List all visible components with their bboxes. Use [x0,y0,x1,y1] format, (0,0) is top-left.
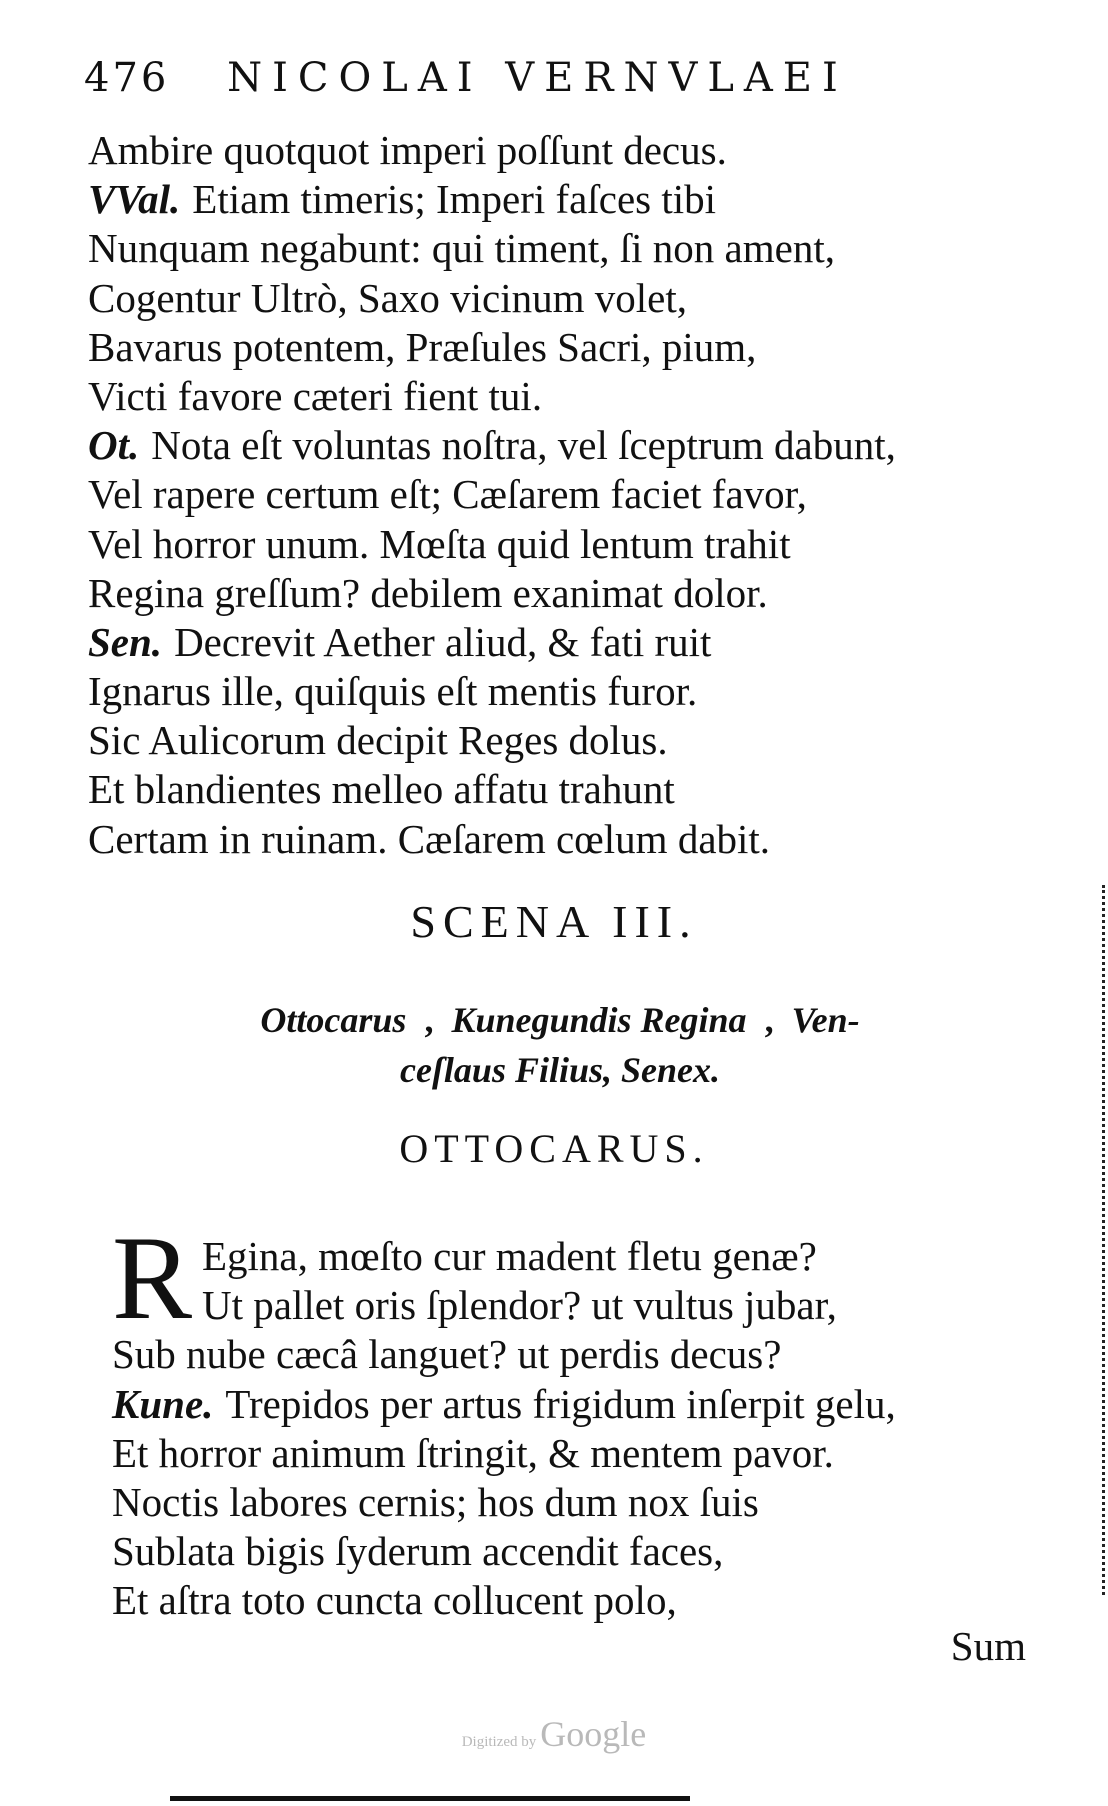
page-edge-mark [1102,885,1108,1595]
cast-venceslaus-start: Ven- [791,1000,860,1040]
verse-line [88,421,1048,470]
verse-line [88,667,1048,716]
verse-text: Cogentur Ultrò, Saxo vicinum volet, [88,274,687,321]
verse-text: Nota eſt voluntas noſtra, vel ſceptrum dabunt, [151,422,896,469]
verse-text: Et aſtra toto cuncta collucent polo, [112,1577,677,1624]
cast-line-2: ceſlaus Filius, Senex. [399,1050,721,1090]
verse-line [112,1429,1052,1478]
digitization-watermark [0,1713,1108,1755]
verse-text: Victi favore cæteri fient tui. [88,372,543,419]
verse-text: Vel rapere certum eſt; Cæſarem faciet favor, [88,471,807,518]
verse-text: Etiam timeris; Imperi faſces tibi [192,176,717,223]
speaker-label: Sen. [88,618,163,665]
verse-line [112,1380,1052,1429]
speaker-label: VVal. [88,176,181,223]
verse-text: Ut pallet oris ſplendor? ut vultus jubar, [202,1282,837,1329]
verse-text: Trepidos per artus frigidum inſerpit gelu, [225,1380,896,1427]
verse-line [88,224,1048,273]
verse-text: Vel horror unum. Mœſta quid lentum trahit [88,520,791,567]
verse-line [112,1576,1052,1625]
verse-line [88,372,1048,421]
verse-text: Bavarus potentem, Præſules Sacri, pium, [88,323,757,370]
cast-kunegundis: Kunegundis Regina [451,1000,747,1040]
watermark-prefix: Digitized by [461,1734,537,1750]
verse-line [88,470,1048,519]
cast-list [220,995,900,1095]
verse-line [88,765,1048,814]
cast-ottocarus: Ottocarus [260,1000,407,1040]
verse-text: Certam in ruinam. Cæſarem cœlum dabit. [88,815,771,862]
verse-line [112,1281,1052,1330]
verse-line [88,175,1048,224]
catchword: Sum [950,1623,1026,1669]
verse-text: Nunquam negabunt: qui timent, ſi non ament, [88,225,835,272]
verse-block-1 [88,126,1048,864]
verse-line [88,126,1048,175]
verse-text: Et horror animum ſtringit, & mentem pavor. [112,1429,834,1476]
verse-line [112,1527,1052,1576]
verse-line [88,569,1048,618]
page-number: 476 [84,55,170,101]
verse-line [88,323,1048,372]
running-title: NICOLAI VERNVLAEI [227,55,848,101]
verse-line [112,1232,1052,1281]
verse-line [88,815,1048,864]
verse-text: Sub nube cæcâ languet? ut perdis decus? [112,1331,782,1378]
verse-text: Ignarus ille, quiſquis eſt mentis furor. [88,668,698,715]
verse-block-2 [112,1232,1052,1626]
drop-cap: R [112,1211,193,1344]
verse-line [88,274,1048,323]
scene-title: SCENA III. [410,896,698,947]
verse-line [112,1330,1052,1379]
google-logo: Google [540,1714,647,1754]
verse-text: Sublata bigis ſyderum accendit faces, [112,1528,724,1575]
verse-line [112,1478,1052,1527]
verse-text: Ambire quotquot imperi poſſunt decus. [88,127,727,173]
page-header [84,55,848,101]
verse-text: Et blandientes melleo affatu trahunt [88,766,675,813]
verse-text: Egina, mœſto cur madent fletu genæ? [202,1233,817,1279]
verse-line [88,716,1048,765]
cast-line-1: Ottocarus , Kunegundis Regina , Ven- [260,1000,860,1040]
verse-text: Decrevit Aether aliud, & fati ruit [174,618,712,665]
verse-line [88,520,1048,569]
verse-text: Sic Aulicorum decipit Reges dolus. [88,717,668,764]
verse-line [88,618,1048,667]
speaker-label: Ot. [88,422,140,469]
speaker-heading: OTTOCARUS. [399,1126,709,1171]
verse-text: Regina greſſum? debilem exanimat dolor. [88,569,768,616]
verse-text: Noctis labores cernis; hos dum nox ſuis [112,1478,759,1525]
bottom-rule [170,1796,690,1801]
speaker-label: Kune. [112,1380,214,1427]
